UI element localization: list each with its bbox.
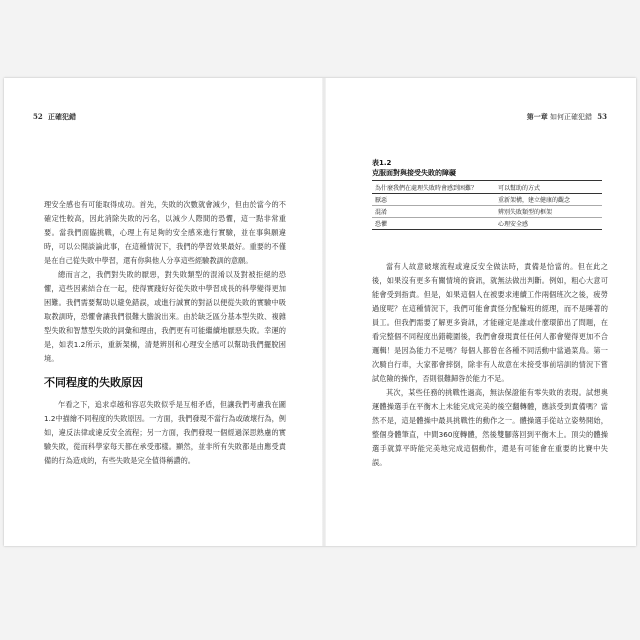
table-cell: 混淆 — [375, 209, 388, 216]
table-label: 表1.2 — [372, 159, 392, 167]
paragraph: 理安全感也有可能取得成功。首先，失敗的次數就會減少，但由於當今的不確定性較高，因此消除失敗的污名，以減少人際間的恐懼，這一點非常重要。當我們面臨挑戰，心理上有足夠的安全感來進行實驗，並在事與願違時，可以公開談論此事，在這種情況下，我們的學習效果最好。重要的不僅是在自己從失敗中學習，還有你與他人分享這些經驗教訓的意願。 — [44, 200, 286, 265]
table-cell: 恐懼 — [375, 221, 388, 228]
left-book-title: 正確犯錯 — [47, 112, 76, 121]
right-page-header — [527, 112, 610, 122]
paragraph: 乍看之下，追求卓越和容忍失敗似乎是互相矛盾，但讓我們考慮我在圖1.2中描繪不同程度的失敗原因。一方面，我們發現不當行為或破壞行為，例如，違反法律或違反安全流程；另一方面，我們發現一個經過深思熟慮的實驗失敗，從而科學家每天都在承受那樣。顯然，並非所有失敗都是由應受責備的行為造成的，有些失敗是完全值得稱讚的。 — [44, 400, 286, 465]
table-row — [372, 194, 602, 206]
table-header-row — [372, 180, 602, 194]
right-page-number: 53 — [597, 112, 607, 121]
book-spread — [4, 78, 636, 546]
left-page-body-after-heading — [44, 398, 286, 468]
table-cell: 重新架構，建立健康的觀念 — [498, 197, 571, 204]
chapter-title: 如何正確犯錯 — [550, 113, 593, 121]
table-cell: 厭惡 — [375, 197, 388, 204]
table-cell: 心理安全感 — [498, 221, 529, 228]
table-row — [372, 206, 602, 218]
paragraph: 其次，某些任務的挑戰性過高，無法保證能有零失敗的表現。試想奧運體操選手在平衡木上未能完成完美的後空翻轉體，應該受到責備嗎？當然不是，這是體操中最具挑戰性的動作之一。體操選手從站立姿勢開始，整個身體筆直，中間360度轉體，然後雙腳落回到平衡木上。頂尖的體操選手就算平時能完美地完成這個動作，還是有可能會在重要的比賽中失誤。 — [372, 388, 608, 467]
table-header-cell: 可以幫助的方式 — [498, 184, 541, 192]
table-header-cell: 為什麼我們在處理失敗時會感到困難？ — [375, 184, 478, 192]
chapter-label: 第一章 — [526, 112, 548, 121]
left-page-header — [30, 112, 76, 122]
left-page — [4, 78, 322, 546]
left-page-body — [44, 198, 286, 366]
right-page-body — [372, 260, 608, 470]
right-page — [326, 78, 636, 546]
table-title: 克服面對與接受失敗的障礙 — [372, 169, 456, 177]
paragraph: 當有人故意破壞流程或違反安全做法時，責備是恰當的。但在此之後，如果沒有更多有關情境的資訊，就無法做出判斷。例如，粗心大意可能會受到指責。但是，如果這個人在被要求連續工作兩個班次之後，疲勞過度呢？在這種情況下，我們可能會責怪分配輪班的經理，而不是睡著的員工。但我們需要了解更多資訊，才能確定是誰或什麼環節出了問題，在看完整個不同程度出錯範圍後，我們會發現責任任何人都會變得更加不合邏輯！是因為能力不足嗎？每個人都曾在各種不同活動中當過菜鳥。第一次騎自行車，大家都會摔倒，除非有人故意在未接受事前培訓的情況下嘗試危險的操作，否則很難歸咎於能力不足。 — [372, 262, 608, 383]
table-row — [372, 218, 602, 230]
paragraph: 總而言之，我們對失敗的厭惡，對失敗類型的混淆以及對被拒絕的恐懼，這些因素結合在一起，使得實踐好好從失敗中學習成長的科學變得更加困難。我們需要幫助以避免錯誤，或進行誠實的對話以便從失敗的實驗中吸取教訓時，恐懼會讓我們很難大膽說出來。由於缺乏區分基本型失敗、複雜型失敗和智慧型失敗的詞彙和理由，我們更有可能繼續地厭惡失敗。幸運的是，如表1.2所示，重新架構，清楚辨別和心理安全感可以幫助我們擺脫困境。 — [44, 270, 286, 363]
table-caption — [372, 158, 456, 178]
section-heading: 不同程度的失敗原因 — [44, 376, 143, 389]
obstacles-table — [372, 180, 602, 230]
table-cell: 辨別失敗類型的框架 — [498, 209, 553, 216]
left-page-number: 52 — [33, 112, 43, 121]
